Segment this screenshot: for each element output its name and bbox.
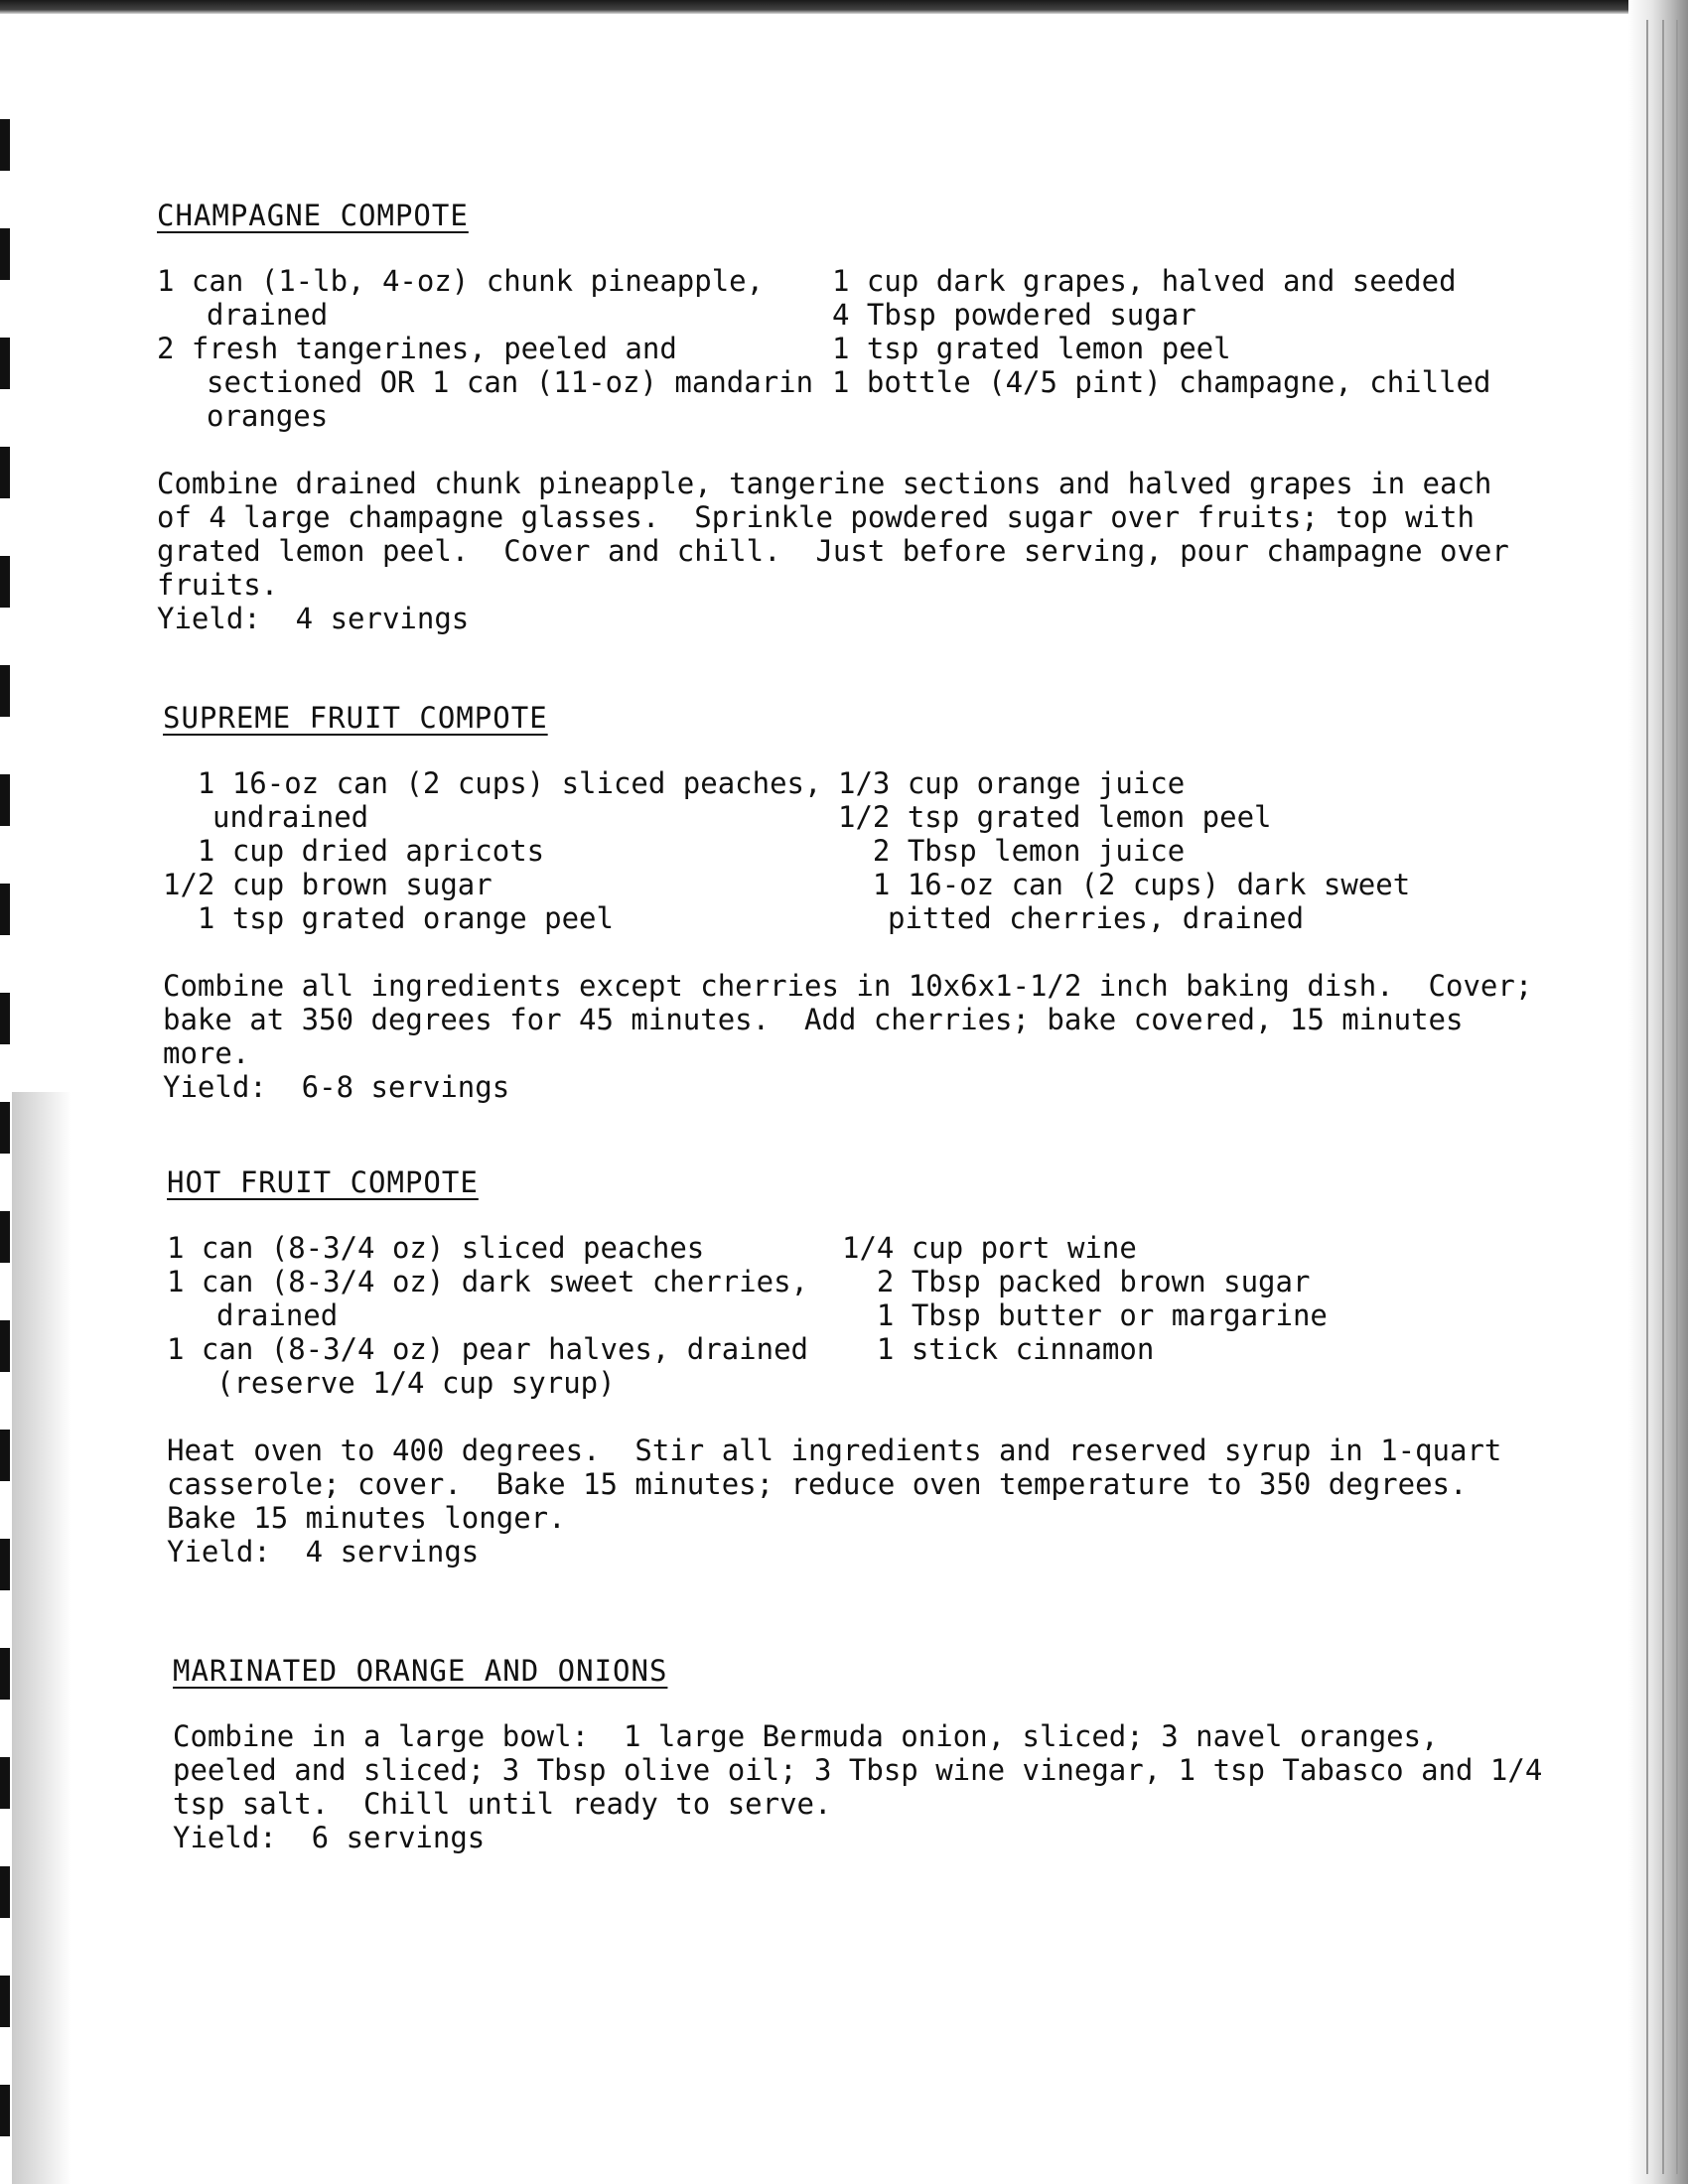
recipe-title: MARINATED ORANGE AND ONIONS [173,1654,668,1688]
ingredient-item: 1 can (8-3/4 oz) dark sweet cherries, drained [167,1265,826,1332]
ingredient-item: 1/2 tsp grated lemon peel [838,800,1272,834]
ingredient-item: 1 Tbsp butter or margarine [842,1298,1328,1332]
ingredient-columns [167,1231,1537,1400]
ingredient-item: 1 stick cinnamon [842,1332,1155,1366]
recipe-yield: Yield: 6-8 servings [163,1070,510,1104]
recipe-method: Heat oven to 400 degrees. Stir all ingredients and reserved syrup in 1-quart casserole; cover. Bake 15 minutes; reduce oven temperature to 350 degrees. Bake 15 minutes longer. [167,1433,1519,1535]
ingredient-item: 4 Tbsp powdered sugar [832,298,1196,332]
ingredient-item: 1 can (8-3/4 oz) pear halves, drained (reserve 1/4 cup syrup) [167,1332,826,1400]
recipe-title: CHAMPAGNE COMPOTE [157,199,469,232]
ingredient-item: 2 fresh tangerines, peeled and sectioned OR 1 can (11-oz) mandarin oranges [157,332,831,433]
ingredient-item: 1 16-oz can (2 cups) dark sweet pitted cherries, drained [838,868,1428,935]
recipe-yield: Yield: 4 servings [157,602,470,635]
recipe-yield: Yield: 6 servings [173,1821,486,1854]
ingredient-item: 1 tsp grated orange peel [163,901,614,935]
ingredient-item: 1 tsp grated lemon peel [832,332,1231,365]
ingredients-left [157,264,832,433]
ingredient-item: 1 can (8-3/4 oz) sliced peaches [167,1231,705,1265]
ingredient-item: 1/4 cup port wine [842,1231,1137,1265]
page-edge-line [1676,20,1678,2174]
recipe-method: Combine drained chunk pineapple, tangerine sections and halved grapes in each of 4 large champagne glasses. Sprinkle powdered sugar over fruits; top with grated lemon peel. Cover and chill. Just before serving, pour champagne over fruits. [157,467,1527,602]
recipe-title: HOT FRUIT COMPOTE [167,1165,479,1199]
ingredient-item: 2 Tbsp lemon juice [838,834,1186,868]
ingredient-item: 1 can (1-lb, 4-oz) chunk pineapple, drained [157,264,781,332]
ingredient-item: 1 cup dark grapes, halved and seeded [832,264,1457,298]
ingredients-right [832,264,1507,433]
ingredient-columns [157,264,1527,433]
page-edge-line [1646,20,1648,2174]
recipe-method: Combine in a large bowl: 1 large Bermuda onion, sliced; 3 navel oranges, peeled and sliced; 3 Tbsp olive oil; 3 Tbsp wine vinegar, 1 tsp Tabasco and 1/4 tsp salt. Chill until ready to serve. [173,1719,1560,1821]
ingredients-left [163,766,838,935]
recipe-title: SUPREME FRUIT COMPOTE [163,701,548,735]
ingredient-item: 1/2 cup brown sugar [163,868,492,901]
recipe-champagne-compote [157,199,1527,635]
ingredients-right [838,766,1513,935]
recipe-supreme-fruit-compote [163,701,1550,1104]
ingredient-item: 1 bottle (4/5 pint) champagne, chilled [832,365,1491,399]
ingredient-item: 1 16-oz can (2 cups) sliced peaches, undrained [163,766,839,834]
page-right-edge [1628,0,1688,2184]
ingredient-columns [163,766,1533,935]
ingredient-item: 1/3 cup orange juice [838,766,1186,800]
ingredients-left [167,1231,842,1400]
ingredient-item: 2 Tbsp packed brown sugar [842,1265,1311,1298]
ingredient-item: 1 cup dried apricots [163,834,545,868]
ingredients-right [842,1231,1517,1400]
page-edge-line [1662,20,1664,2174]
recipe-marinated-orange-and-onions [173,1654,1560,1854]
recipe-hot-fruit-compote [167,1165,1537,1569]
recipe-yield: Yield: 4 servings [167,1535,480,1569]
recipe-method: Combine all ingredients except cherries in 10x6x1-1/2 inch baking dish. Cover; bake at 350 degrees for 45 minutes. Add cherries; bake covered, 15 minutes more. [163,969,1550,1070]
